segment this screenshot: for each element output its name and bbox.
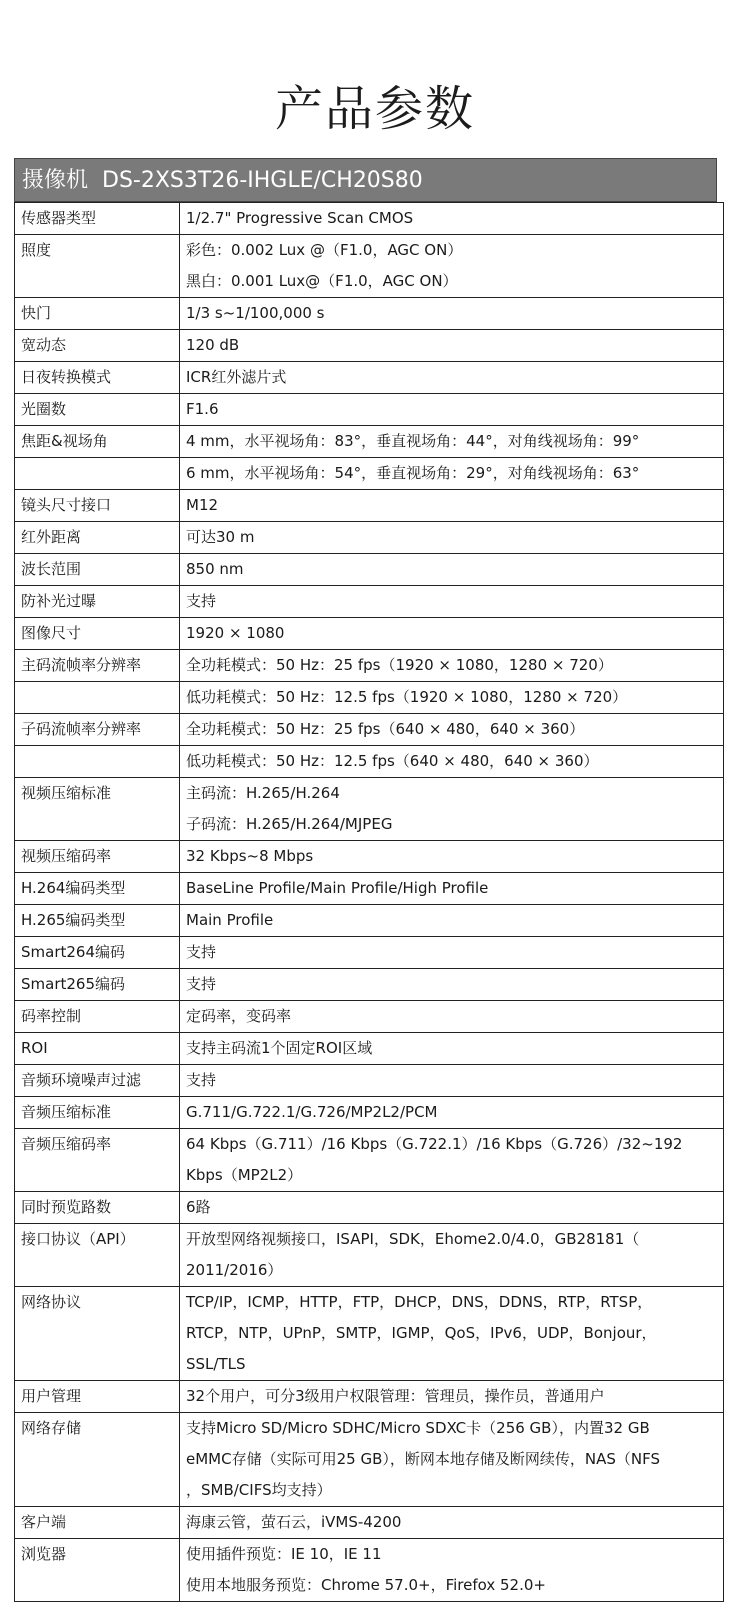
table-row <box>15 1381 724 1413</box>
spec-table <box>14 158 717 1602</box>
spec-key: 快门 <box>15 298 180 330</box>
spec-value <box>180 650 724 682</box>
spec-value-line: 4 mm，水平视场角：83°，垂直视场角：44°，对角线视场角：99° <box>186 432 640 450</box>
spec-value-line: 支持主码流1个固定ROI区域 <box>186 1039 373 1057</box>
spec-value-line: 使用插件预览：IE 10，IE 11 <box>186 1545 382 1563</box>
spec-key <box>15 746 180 778</box>
spec-key: 光圈数 <box>15 394 180 426</box>
spec-value <box>180 522 724 554</box>
spec-value-line: 定码率，变码率 <box>186 1007 292 1025</box>
spec-value-line: 6 mm，水平视场角：54°，垂直视场角：29°，对角线视场角：63° <box>186 464 640 482</box>
table-row <box>15 1287 724 1381</box>
table-row <box>15 873 724 905</box>
spec-key: 视频压缩标准 <box>15 778 180 841</box>
spec-value-line: ICR红外滤片式 <box>186 368 287 386</box>
spec-value <box>180 1033 724 1065</box>
spec-value-line: G.711/G.722.1/G.726/MP2L2/PCM <box>186 1103 438 1121</box>
spec-value-line: eMMC存储（实际可用25 GB），断网本地存储及断网续传，NAS（NFS <box>186 1450 660 1468</box>
spec-key <box>15 458 180 490</box>
table-row <box>15 522 724 554</box>
table-row <box>15 618 724 650</box>
table-row <box>15 586 724 618</box>
spec-value <box>180 1287 724 1381</box>
spec-value-line: 32 Kbps~8 Mbps <box>186 847 314 865</box>
spec-key: 码率控制 <box>15 1001 180 1033</box>
table-row <box>15 841 724 873</box>
table-row <box>15 554 724 586</box>
spec-key: 视频压缩码率 <box>15 841 180 873</box>
spec-value <box>180 1539 724 1602</box>
table-row <box>15 1507 724 1539</box>
table-row <box>15 682 724 714</box>
spec-value <box>180 618 724 650</box>
table-row <box>15 1033 724 1065</box>
spec-value-line: 支持 <box>186 975 217 993</box>
spec-value <box>180 1381 724 1413</box>
spec-key: Smart265编码 <box>15 969 180 1001</box>
table-row <box>15 905 724 937</box>
table-row <box>15 714 724 746</box>
spec-value-line: 1/3 s~1/100,000 s <box>186 304 325 322</box>
spec-key: 音频环境噪声过滤 <box>15 1065 180 1097</box>
header-label: 摄像机 <box>22 168 89 193</box>
table-row <box>15 1097 724 1129</box>
table-row <box>15 746 724 778</box>
spec-value-line: 64 Kbps（G.711）/16 Kbps（G.722.1）/16 Kbps（G.726）/32~192 <box>186 1135 683 1153</box>
spec-key: 客户端 <box>15 1507 180 1539</box>
spec-key: 网络存储 <box>15 1413 180 1507</box>
spec-value <box>180 873 724 905</box>
spec-value-line: 支持 <box>186 1071 217 1089</box>
spec-value-line: 850 nm <box>186 560 244 578</box>
spec-key: Smart264编码 <box>15 937 180 969</box>
spec-value-line: ，SMB/CIFS均支持） <box>186 1481 332 1499</box>
spec-key: 主码流帧率分辨率 <box>15 650 180 682</box>
table-row <box>15 1224 724 1287</box>
spec-value-line: 可达30 m <box>186 528 255 546</box>
spec-value-line: 主码流：H.265/H.264 <box>186 784 340 802</box>
spec-value-line: 彩色：0.002 Lux @（F1.0，AGC ON） <box>186 241 463 259</box>
table-row <box>15 1065 724 1097</box>
table-row <box>15 330 724 362</box>
table-row <box>15 1539 724 1602</box>
header-model: DS-2XS3T26-IHGLE/CH20S80 <box>102 168 423 193</box>
spec-key: 接口协议（API） <box>15 1224 180 1287</box>
table-row <box>15 203 724 235</box>
spec-value <box>180 969 724 1001</box>
spec-value-line: 全功耗模式：50 Hz：25 fps（1920 × 1080，1280 × 720） <box>186 656 613 674</box>
spec-value <box>180 235 724 298</box>
spec-value <box>180 362 724 394</box>
spec-value <box>180 298 724 330</box>
spec-value <box>180 394 724 426</box>
spec-value <box>180 841 724 873</box>
table-row <box>15 650 724 682</box>
page-title: 产品参数 <box>274 81 475 137</box>
table-row <box>15 1001 724 1033</box>
spec-value <box>180 1129 724 1192</box>
spec-key: ROI <box>15 1033 180 1065</box>
table-row <box>15 937 724 969</box>
spec-key: 红外距离 <box>15 522 180 554</box>
spec-key: 浏览器 <box>15 1539 180 1602</box>
spec-value <box>180 1413 724 1507</box>
spec-value-line: 开放型网络视频接口，ISAPI，SDK，Ehome2.0/4.0，GB28181（ <box>186 1230 640 1248</box>
spec-key: 图像尺寸 <box>15 618 180 650</box>
spec-key: 音频压缩码率 <box>15 1129 180 1192</box>
spec-value <box>180 937 724 969</box>
table-row <box>15 362 724 394</box>
spec-value-line: 黑白：0.001 Lux@（F1.0，AGC ON） <box>186 272 458 290</box>
spec-value-line: 低功耗模式：50 Hz：12.5 fps（1920 × 1080，1280 × 720） <box>186 688 628 706</box>
spec-value <box>180 682 724 714</box>
spec-value <box>180 1001 724 1033</box>
spec-value-line: 支持Micro SD/Micro SDHC/Micro SDXC卡（256 GB），内置32 GB <box>186 1419 650 1437</box>
spec-value <box>180 1507 724 1539</box>
spec-value-line: SSL/TLS <box>186 1355 246 1373</box>
spec-key: 同时预览路数 <box>15 1192 180 1224</box>
spec-key: 传感器类型 <box>15 203 180 235</box>
spec-value-line: F1.6 <box>186 400 219 418</box>
spec-key: 照度 <box>15 235 180 298</box>
spec-value-line: 支持 <box>186 943 217 961</box>
table-row <box>15 235 724 298</box>
spec-value <box>180 905 724 937</box>
table-row <box>15 426 724 458</box>
table-header <box>14 158 717 202</box>
spec-value-line: RTCP，NTP，UPnP，SMTP，IGMP，QoS，IPv6，UDP，Bonjour， <box>186 1324 657 1342</box>
spec-value-line: 2011/2016） <box>186 1261 283 1279</box>
spec-key: 宽动态 <box>15 330 180 362</box>
spec-value-line: 1/2.7" Progressive Scan CMOS <box>186 209 414 227</box>
spec-value <box>180 1224 724 1287</box>
spec-key: 防补光过曝 <box>15 586 180 618</box>
spec-value <box>180 1097 724 1129</box>
spec-value-line: TCP/IP，ICMP，HTTP，FTP，DHCP，DNS，DDNS，RTP，RTSP， <box>186 1293 653 1311</box>
spec-value <box>180 490 724 522</box>
spec-value-line: Kbps（MP2L2） <box>186 1166 303 1184</box>
spec-key: 日夜转换模式 <box>15 362 180 394</box>
table-row <box>15 1413 724 1507</box>
table-row <box>15 394 724 426</box>
table-row <box>15 969 724 1001</box>
spec-value <box>180 586 724 618</box>
spec-value-line: 32个用户，可分3级用户权限管理：管理员，操作员，普通用户 <box>186 1387 605 1405</box>
spec-value-line: 全功耗模式：50 Hz：25 fps（640 × 480，640 × 360） <box>186 720 585 738</box>
table-row <box>15 1192 724 1224</box>
spec-value <box>180 554 724 586</box>
table-row <box>15 298 724 330</box>
spec-value-line: 支持 <box>186 592 217 610</box>
spec-value-line: 海康云管，萤石云，iVMS-4200 <box>186 1513 402 1531</box>
spec-key: 焦距&视场角 <box>15 426 180 458</box>
spec-key <box>15 682 180 714</box>
spec-value <box>180 1065 724 1097</box>
spec-value-line: 使用本地服务预览：Chrome 57.0+，Firefox 52.0+ <box>186 1576 546 1594</box>
spec-value-line: M12 <box>186 496 219 514</box>
spec-key: 子码流帧率分辨率 <box>15 714 180 746</box>
table-row <box>15 458 724 490</box>
spec-value <box>180 714 724 746</box>
spec-value <box>180 1192 724 1224</box>
spec-key: 网络协议 <box>15 1287 180 1381</box>
spec-value <box>180 330 724 362</box>
table-row <box>15 778 724 841</box>
table-row <box>15 490 724 522</box>
spec-value-line: Main Profile <box>186 911 274 929</box>
table-row <box>15 1129 724 1192</box>
spec-value-line: 1920 × 1080 <box>186 624 285 642</box>
spec-key: 镜头尺寸接口 <box>15 490 180 522</box>
spec-value-line: 120 dB <box>186 336 240 354</box>
spec-value-line: 子码流：H.265/H.264/MJPEG <box>186 815 393 833</box>
spec-value <box>180 778 724 841</box>
spec-value <box>180 458 724 490</box>
spec-key: 用户管理 <box>15 1381 180 1413</box>
spec-rows <box>14 202 724 1602</box>
spec-value-line: 低功耗模式：50 Hz：12.5 fps（640 × 480，640 × 360） <box>186 752 599 770</box>
spec-key: H.265编码类型 <box>15 905 180 937</box>
spec-value-line: 6路 <box>186 1198 211 1216</box>
spec-value <box>180 746 724 778</box>
spec-key: H.264编码类型 <box>15 873 180 905</box>
spec-key: 波长范围 <box>15 554 180 586</box>
spec-value-line: BaseLine Profile/Main Profile/High Profile <box>186 879 489 897</box>
spec-value <box>180 203 724 235</box>
spec-key: 音频压缩标准 <box>15 1097 180 1129</box>
spec-value <box>180 426 724 458</box>
